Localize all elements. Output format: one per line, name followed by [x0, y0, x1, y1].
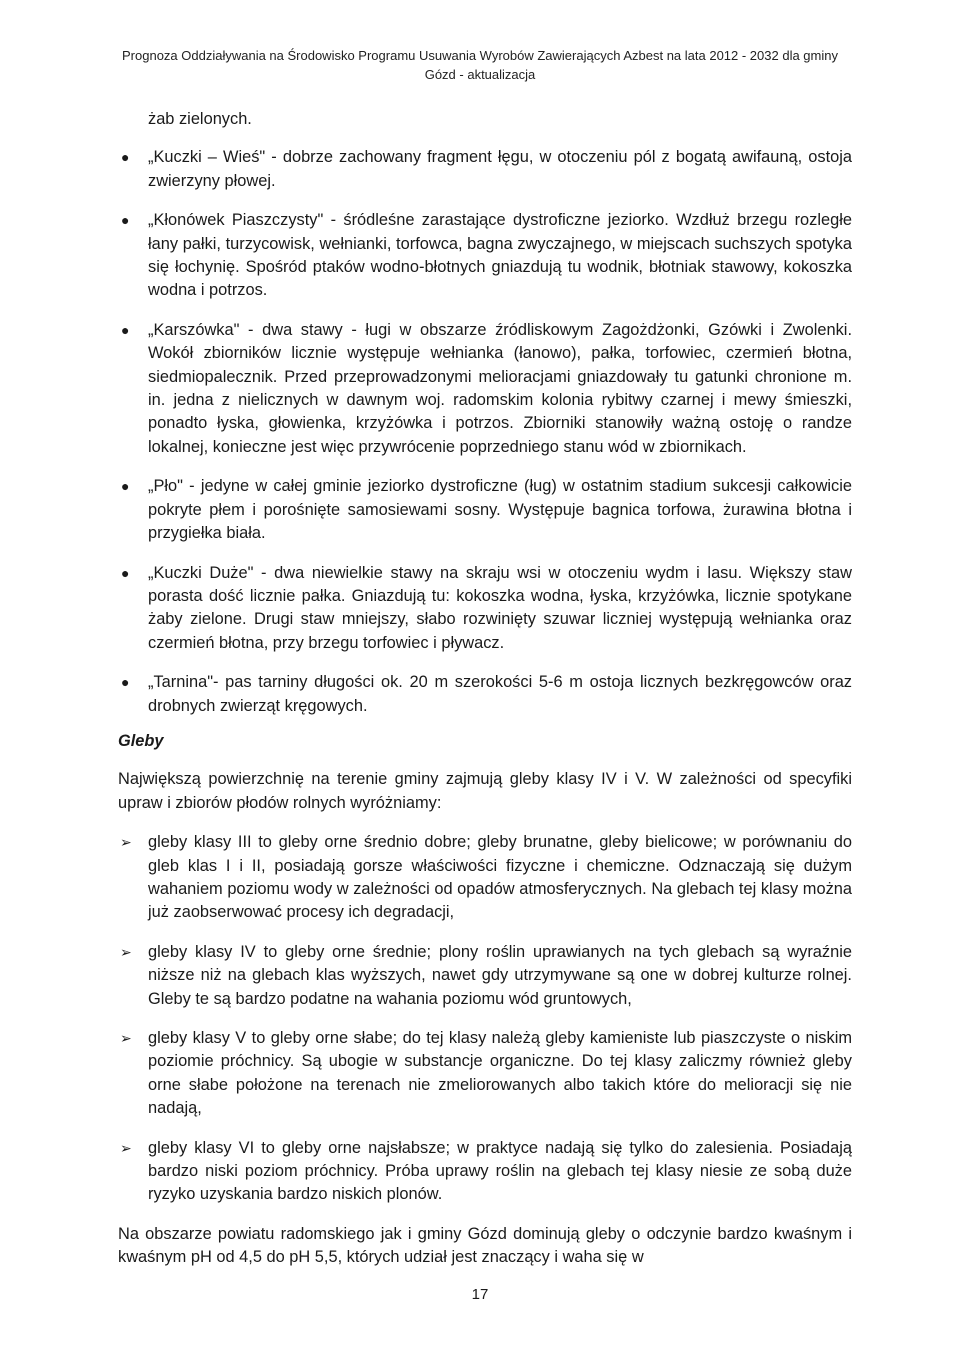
- list-item-text: „Kuczki – Wieś" - dobrze zachowany fragment łęgu, w otoczeniu pól z bogatą awifauną, ostoja zwierzyny płowej.: [148, 148, 852, 190]
- list-item: [118, 475, 852, 545]
- bullet-icon: ●: [121, 478, 130, 495]
- list-item: [118, 671, 852, 718]
- page-number: 17: [471, 1286, 489, 1303]
- bullet-icon: ●: [121, 212, 130, 229]
- list-item-text: gleby klasy VI to gleby orne najsłabsze; w praktyce nadają się tylko do zalesienia. Posiadają bardzo niski poziom próchnicy. Próba uprawy roślin na glebach tej klasy niesie ze sobą duże ryzyko uzyskania bardzo niskich plonów.: [148, 1138, 852, 1204]
- arrow-bullet-icon: ➢: [120, 943, 132, 960]
- list-item: [118, 831, 852, 925]
- list-item-text: „Karszówka" - dwa stawy - ługi w obszarze źródliskowym Zagożdżonki, Gzówki i Zwolenki. Wokół zbiorników licznie występuje wełnianka (łanowo), pałka, torfowiec, czermień błotna, siedmiopalecznik. Przed przeprowadzonymi melioracjami gniazdowały tu gatunki chronione m. in. jedna z nielicznych w dawnym woj. radomskim kolonia rybitwy czarnej i mewy śmieszki, ponadto łyska, głowienka, krzyżówka i potrzos. Zbiorniki stanowiły ważną ostoję o randze lokalnej, konieczne jest więc przywrócenie poprzedniego stanu wód w zbiornikach.: [148, 320, 852, 456]
- list-item: [118, 1027, 852, 1121]
- section-heading: Gleby: [118, 731, 164, 750]
- continuation-text: żab zielonych.: [148, 110, 252, 128]
- document-body: [118, 108, 852, 1286]
- list-item: [118, 319, 852, 459]
- list-item-text: „Pło" - jedyne w całej gminie jeziorko dystroficzne (ług) w ostatnim stadium sukcesji całkowicie pokryte płem i porośnięte samosiewami sosny. Występuje bagnica torfowa, żurawina błotna i przygiełka biała.: [148, 477, 852, 543]
- header-subtitle-line: Gózd - aktualizacja: [424, 67, 536, 82]
- list-item-text: gleby klasy IV to gleby orne średnie; plony roślin uprawianych na tych glebach są wyraźnie niższe niż na glebach klas wyższych, nawet gdy utrzymywane są one w dobrej kulturze rolnej. Gleby te są bardzo podatne na wahania poziomu wód gruntowych,: [148, 942, 852, 1008]
- intro-paragraph: Największą powierzchnię na terenie gminy zajmują gleby klasy IV i V. W zależności od specyfiki upraw i zbiorów płodów rolnych wyróżniamy:: [118, 770, 852, 812]
- bullet-icon: ●: [121, 149, 130, 166]
- list-item-text: „Kuczki Duże" - dwa niewielkie stawy na skraju wsi w otoczeniu wydm i lasu. Większy staw porasta dość licznie pałka. Gniazdują tu: kokoszka wodna, łyska, krzyżówka, licznie spotykane żaby zielone. Drugi staw mniejszy, słabo rozwinięty szuwar liczniej występują wełnianka oraz czermień błotna, przy brzegu torfowiec i pływacz.: [148, 563, 852, 652]
- list-item: [118, 1137, 852, 1207]
- bullet-icon: ●: [121, 321, 130, 338]
- arrow-bullet-icon: ➢: [120, 834, 132, 851]
- bullet-icon: ●: [121, 674, 130, 691]
- page-header: [0, 46, 960, 84]
- bullet-icon: ●: [121, 564, 130, 581]
- list-item-text: gleby klasy III to gleby orne średnio dobre; gleby brunatne, gleby bielicowe; w porównaniu do gleb klas I i II, posiadają gorsze właściwości fizyczne i chemiczne. Odznaczają się dużym wahaniem poziomu wody w zależności od opadów atmosferycznych. Na glebach tej klasy można już zaobserwować procesy ich degradacji,: [148, 833, 852, 922]
- closing-paragraph: Na obszarze powiatu radomskiego jak i gminy Gózd dominują gleby o odczynie bardzo kwaśnym i kwaśnym pH od 4,5 do pH 5,5, których udział jest znaczący i waha się w: [118, 1224, 852, 1267]
- list-item-text: gleby klasy V to gleby orne słabe; do tej klasy należą gleby kamieniste lub piaszczyste o niskim poziomie próchnicy. Są ubogie w substancje organiczne. Do tej klasy zaliczmy również gleby orne słabe położone na terenach nie zmeliorowanych albo takich które do melioracji się nie nadają,: [148, 1029, 852, 1118]
- list-item: [118, 146, 852, 193]
- header-title-line: Prognoza Oddziaływania na Środowisko Programu Usuwania Wyrobów Zawierających Azbest na lata 2012 - 2032 dla gminy: [122, 48, 838, 63]
- list-item-text: „Tarnina"- pas tarniny długości ok. 20 m szerokości 5-6 m ostoja licznych bezkręgowców oraz drobnych zwierząt kręgowych.: [148, 673, 852, 715]
- arrow-bullet-icon: ➢: [120, 1030, 132, 1046]
- arrow-list: [118, 831, 852, 1207]
- arrow-bullet-icon: ➢: [120, 1139, 132, 1156]
- list-item: [118, 562, 852, 656]
- bullet-list: [118, 146, 852, 718]
- list-item: [118, 941, 852, 1011]
- list-item-text: „Kłonówek Piaszczysty" - śródleśne zarastające dystroficzne jeziorko. Wzdłuż brzegu rozległe łany pałki, turzycowisk, wełnianki, torfowca, bagna zwyczajnego, w miejscach suchszych spotyka się łochynię. Spośród ptaków wodno-błotnych gniazdują tu wodnik, błotniak stawowy, kokoszka wodna i potrzos.: [148, 211, 852, 300]
- list-item: [118, 209, 852, 303]
